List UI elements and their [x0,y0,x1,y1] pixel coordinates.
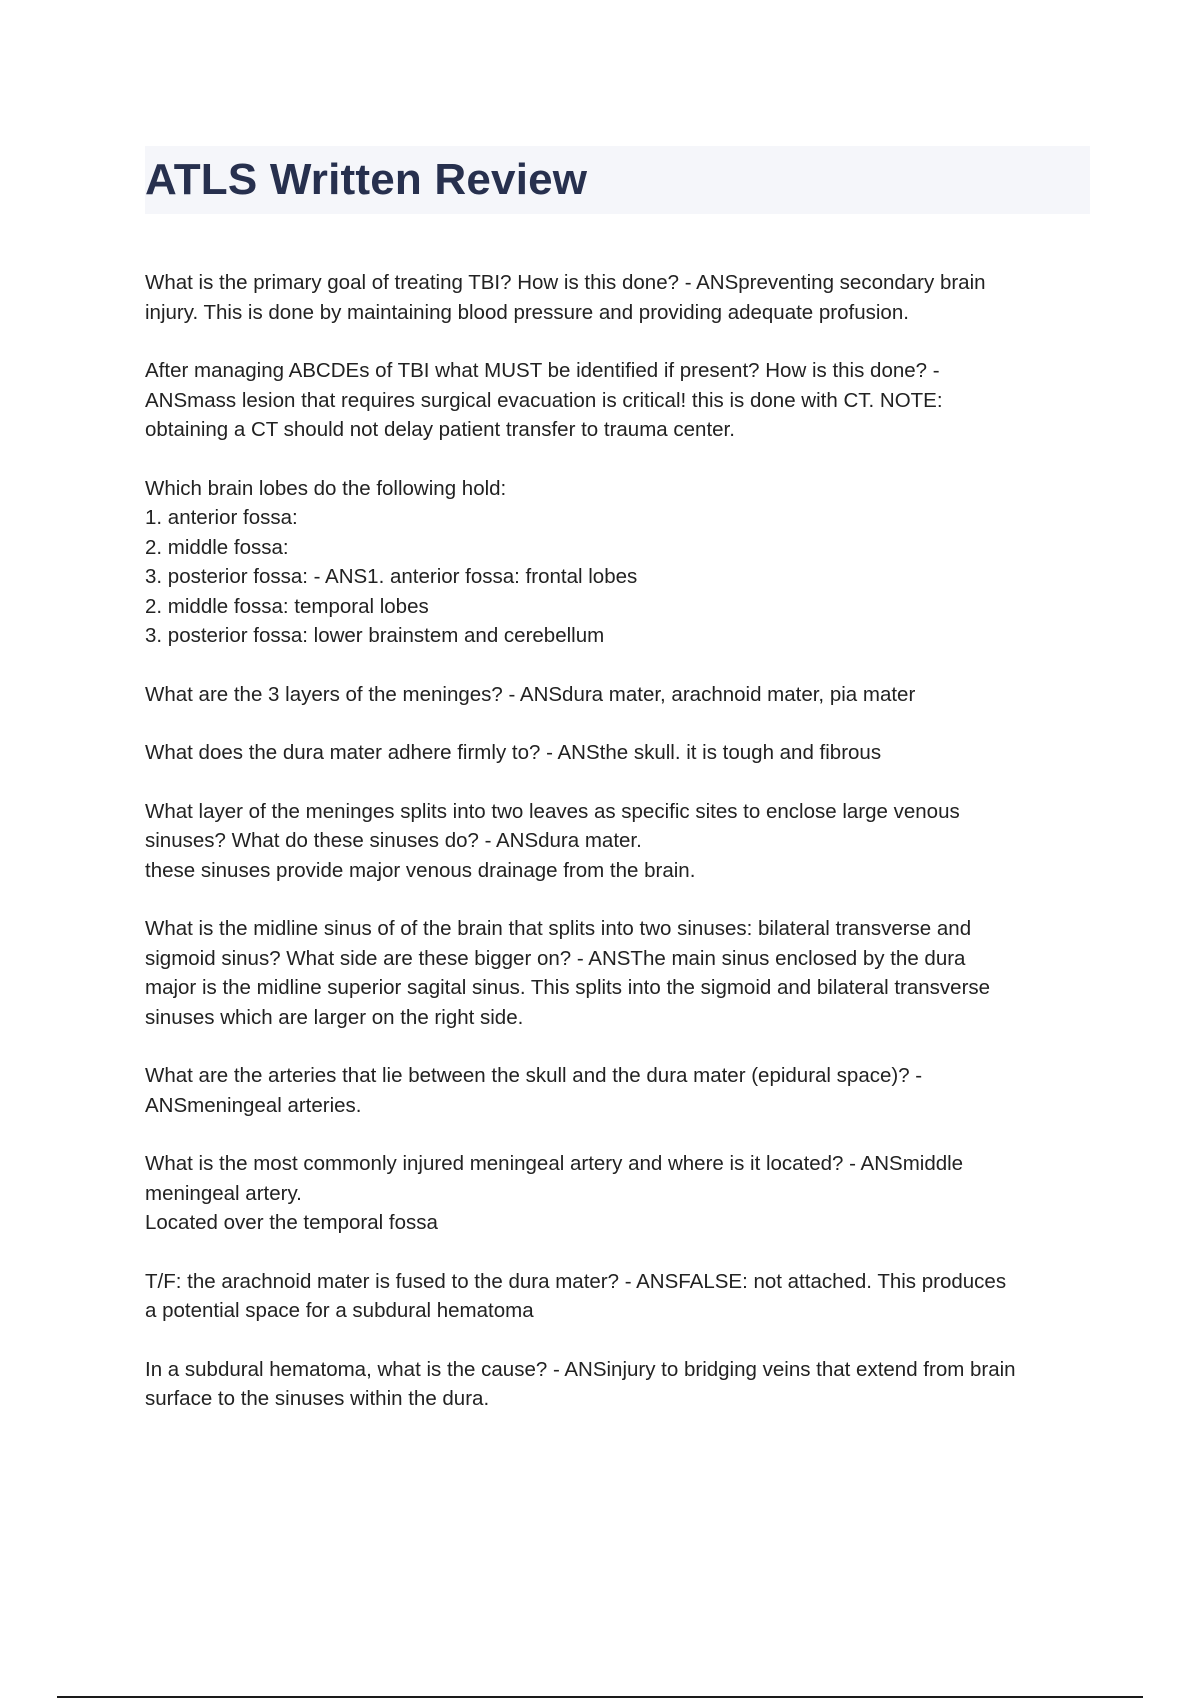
qa-entry-4: What are the 3 layers of the meninges? - ANSdura mater, arachnoid mater, pia mater [145,682,916,706]
qa-entry-2: After managing ABCDEs of TBI what MUST be identified if present? How is this done? - ANSmass lesion that requires surgical evacuation is critical! this is done with CT. NOTE: obtaining a CT should not delay patient transfer to trauma center. [145,359,943,441]
page-title: ATLS Written Review [145,155,588,204]
qa-entry-11: In a subdural hematoma, what is the cause? - ANSinjury to bridging veins that extend from brain surface to the sinuses within the dura. [145,1357,1016,1410]
qa-entry-7: What is the midline sinus of of the brain that splits into two sinuses: bilateral transverse and sigmoid sinus? What side are these bigger on? - ANSThe main sinus enclosed by the dura major is the midline superior sagital sinus. This splits into the sigmoid and bilateral transverse sinuses which are larger on the right side. [145,917,991,1029]
qa-entry-8: What are the arteries that lie between the skull and the dura mater (epidural space)? - ANSmeningeal arteries. [145,1064,923,1117]
qa-entry-9: What is the most commonly injured meningeal artery and where is it located? - ANSmiddle meningeal artery. Located over the temporal fossa [145,1152,964,1234]
qa-entry-6: What layer of the meninges splits into two leaves as specific sites to enclose large venous sinuses? What do these sinuses do? - ANSdura mater. these sinuses provide major venous drainage from the brain. [145,799,960,882]
qa-entry-10: T/F: the arachnoid mater is fused to the dura mater? - ANSFALSE: not attached. This produces a potential space for a subdural hematoma [145,1269,1007,1322]
qa-entry-5: What does the dura mater adhere firmly to? - ANSthe skull. it is tough and fibrous [145,741,882,764]
qa-list [145,268,1095,1443]
footer-divider [57,1696,1143,1698]
qa-entry-3: Which brain lobes do the following hold: 1. anterior fossa: 2. middle fossa: 3. posterior fossa: - ANS1. anterior fossa: frontal lobes 2. middle fossa: temporal lobes 3. posterior fossa: lower brainstem and cerebellum [145,476,638,647]
qa-entry-1: What is the primary goal of treating TBI? How is this done? - ANSpreventing secondary brain injury. This is done by maintaining blood pressure and providing adequate profusion. [145,271,986,324]
